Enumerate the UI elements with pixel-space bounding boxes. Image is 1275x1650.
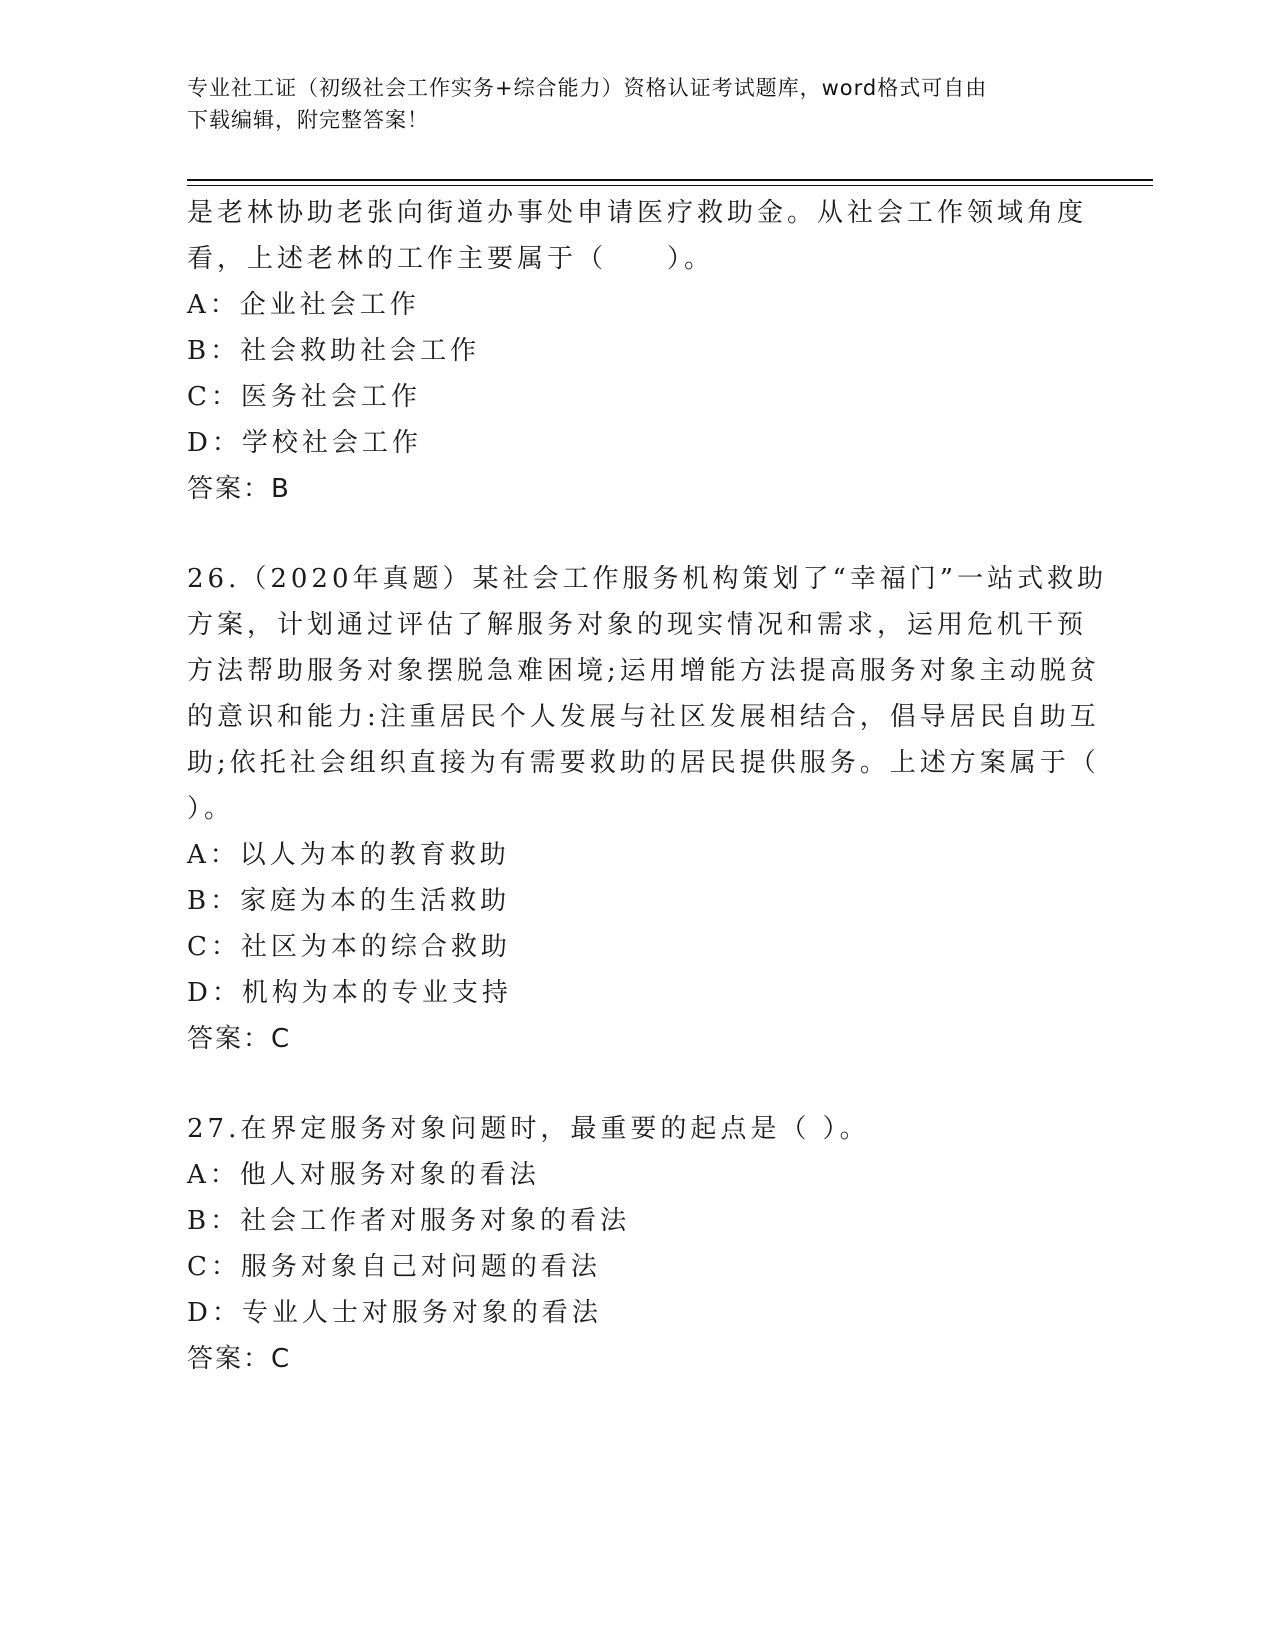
question-25-option-c: C：医务社会工作 — [187, 382, 421, 412]
question-25-answer: 答案：B — [187, 474, 291, 504]
question-26-option-b: B：家庭为本的生活救助 — [187, 886, 511, 916]
question-26-stem-line-5: 助;依托社会组织直接为有需要救助的居民提供服务。上述方案属于（ — [187, 748, 1100, 778]
question-26-answer: 答案：C — [187, 1024, 292, 1054]
question-26-option-c: C：社区为本的综合救助 — [187, 932, 511, 962]
header-rule-thick — [187, 179, 1153, 181]
question-26-stem-line-6: ）。 — [187, 794, 235, 824]
question-25-stem-line-1: 是老林协助老张向街道办事处申请医疗救助金。从社会工作领域角度 — [187, 198, 1088, 228]
question-27-option-d: D：专业人士对服务对象的看法 — [187, 1298, 602, 1328]
question-27-option-c: C：服务对象自己对问题的看法 — [187, 1252, 601, 1282]
question-25-option-b: B：社会救助社会工作 — [187, 336, 481, 366]
question-26-stem-line-4: 的意识和能力:注重居民个人发展与社区发展相结合，倡导居民自助互 — [187, 702, 1100, 732]
question-25 — [187, 190, 1087, 512]
header-title-line-1: 专业社工证（初级社会工作实务+综合能力）资格认证考试题库，word格式可自由 — [187, 76, 988, 100]
question-26 — [187, 556, 1108, 1062]
question-27-option-b: B：社会工作者对服务对象的看法 — [187, 1206, 631, 1236]
header-rule-thin — [187, 185, 1153, 186]
document-body — [187, 190, 1108, 1382]
question-26-option-a: A：以人为本的教育救助 — [187, 840, 510, 870]
document-header — [187, 72, 1087, 136]
question-27-option-a: A：他人对服务对象的看法 — [187, 1160, 540, 1190]
question-25-option-d: D：学校社会工作 — [187, 428, 422, 458]
question-26-stem-line-1: 26.（2020年真题）某社会工作服务机构策划了“幸福门”一站式救助 — [187, 564, 1108, 594]
question-26-stem-line-2: 方案，计划通过评估了解服务对象的现实情况和需求，运用危机干预 — [187, 610, 1088, 640]
question-27 — [187, 1106, 1087, 1382]
question-gap — [187, 512, 1087, 556]
question-27-stem-line-1: 27.在界定服务对象问题时，最重要的起点是（ ）。 — [187, 1114, 870, 1144]
question-gap — [187, 1062, 1087, 1106]
question-25-stem-line-2: 看，上述老林的工作主要属于（ ）。 — [187, 244, 715, 274]
question-27-answer: 答案：C — [187, 1344, 292, 1374]
question-26-option-d: D：机构为本的专业支持 — [187, 978, 512, 1008]
header-title-line-2: 下载编辑，附完整答案！ — [187, 108, 429, 132]
question-26-stem-line-3: 方法帮助服务对象摆脱急难困境;运用增能方法提高服务对象主动脱贫 — [187, 656, 1100, 686]
question-25-option-a: A：企业社会工作 — [187, 290, 420, 320]
